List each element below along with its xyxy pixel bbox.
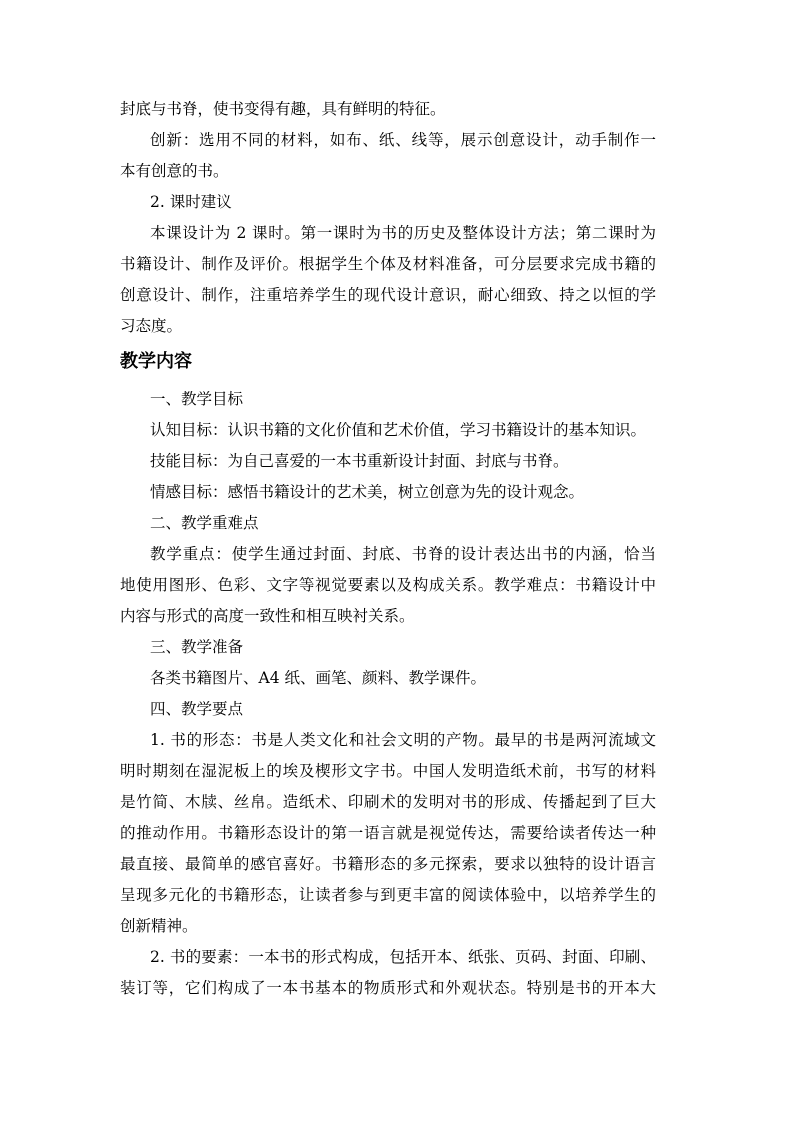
text-line: 书籍设计、制作及评价。根据学生个体及材料准备，可分层要求完成书籍的: [120, 255, 656, 273]
paragraph-block-2: [120, 384, 656, 1004]
text-line: 教学重点：使学生通过封面、封底、书脊的设计表达出书的内涵，恰当: [150, 545, 656, 563]
text-line: 创新精神。: [120, 917, 198, 935]
text-line: 2. 课时建议: [150, 193, 232, 211]
text-line: 2. 书的要素：一本书的形式构成，包括开本、纸张、页码、封面、印刷、: [150, 948, 656, 966]
paragraph-block-1: [120, 94, 656, 342]
text-line: 一、教学目标: [150, 390, 244, 408]
text-line: 认知目标：认识书籍的文化价值和艺术价值，学习书籍设计的基本知识。: [150, 421, 647, 439]
text-line: 技能目标：为自己喜爱的一本书重新设计封面、封底与书脊。: [150, 452, 569, 470]
text-line: 地使用图形、色彩、文字等视觉要素以及构成关系。教学难点：书籍设计中: [120, 576, 656, 594]
text-line: 本有创意的书。: [120, 162, 229, 180]
text-line: 四、教学要点: [150, 700, 244, 718]
section-heading: 教学内容: [120, 351, 192, 372]
text-line: 封底与书脊，使书变得有趣，具有鲜明的特征。: [120, 100, 446, 118]
text-line: 习态度。: [120, 317, 183, 335]
text-line: 呈现多元化的书籍形态，让读者参与到更丰富的阅读体验中，以培养学生的: [120, 886, 656, 904]
text-line: 的推动作用。书籍形态设计的第一语言就是视觉传达，需要给读者传达一种: [120, 824, 656, 842]
text-line: 创新：选用不同的材料，如布、纸、线等，展示创意设计，动手制作一: [150, 131, 656, 149]
text-line: 三、教学准备: [150, 638, 244, 656]
text-line: 本课设计为 2 课时。第一课时为书的历史及整体设计方法；第二课时为: [150, 224, 656, 242]
text-line: 1. 书的形态：书是人类文化和社会文明的产物。最早的书是两河流域文: [150, 731, 656, 749]
text-line: 是竹简、木牍、丝帛。造纸术、印刷术的发明对书的形成、传播起到了巨大: [120, 793, 656, 811]
text-line: 最直接、最简单的感官喜好。书籍形态的多元探索，要求以独特的设计语言: [120, 855, 656, 873]
text-line: 内容与形式的高度一致性和相互映衬关系。: [120, 607, 415, 625]
text-line: 各类书籍图片、A4 纸、画笔、颜料、教学课件。: [150, 669, 486, 687]
text-line: 创意设计、制作，注重培养学生的现代设计意识，耐心细致、持之以恒的学: [120, 286, 656, 304]
page-body: [120, 94, 656, 1004]
text-line: 装订等，它们构成了一本书基本的物质形式和外观状态。特别是书的开本大: [120, 979, 656, 997]
text-line: 明时期刻在湿泥板上的埃及楔形文字书。中国人发明造纸术前，书写的材料: [120, 762, 656, 780]
text-line: 二、教学重难点: [150, 514, 259, 532]
text-line: 情感目标：感悟书籍设计的艺术美，树立创意为先的设计观念。: [150, 483, 585, 501]
